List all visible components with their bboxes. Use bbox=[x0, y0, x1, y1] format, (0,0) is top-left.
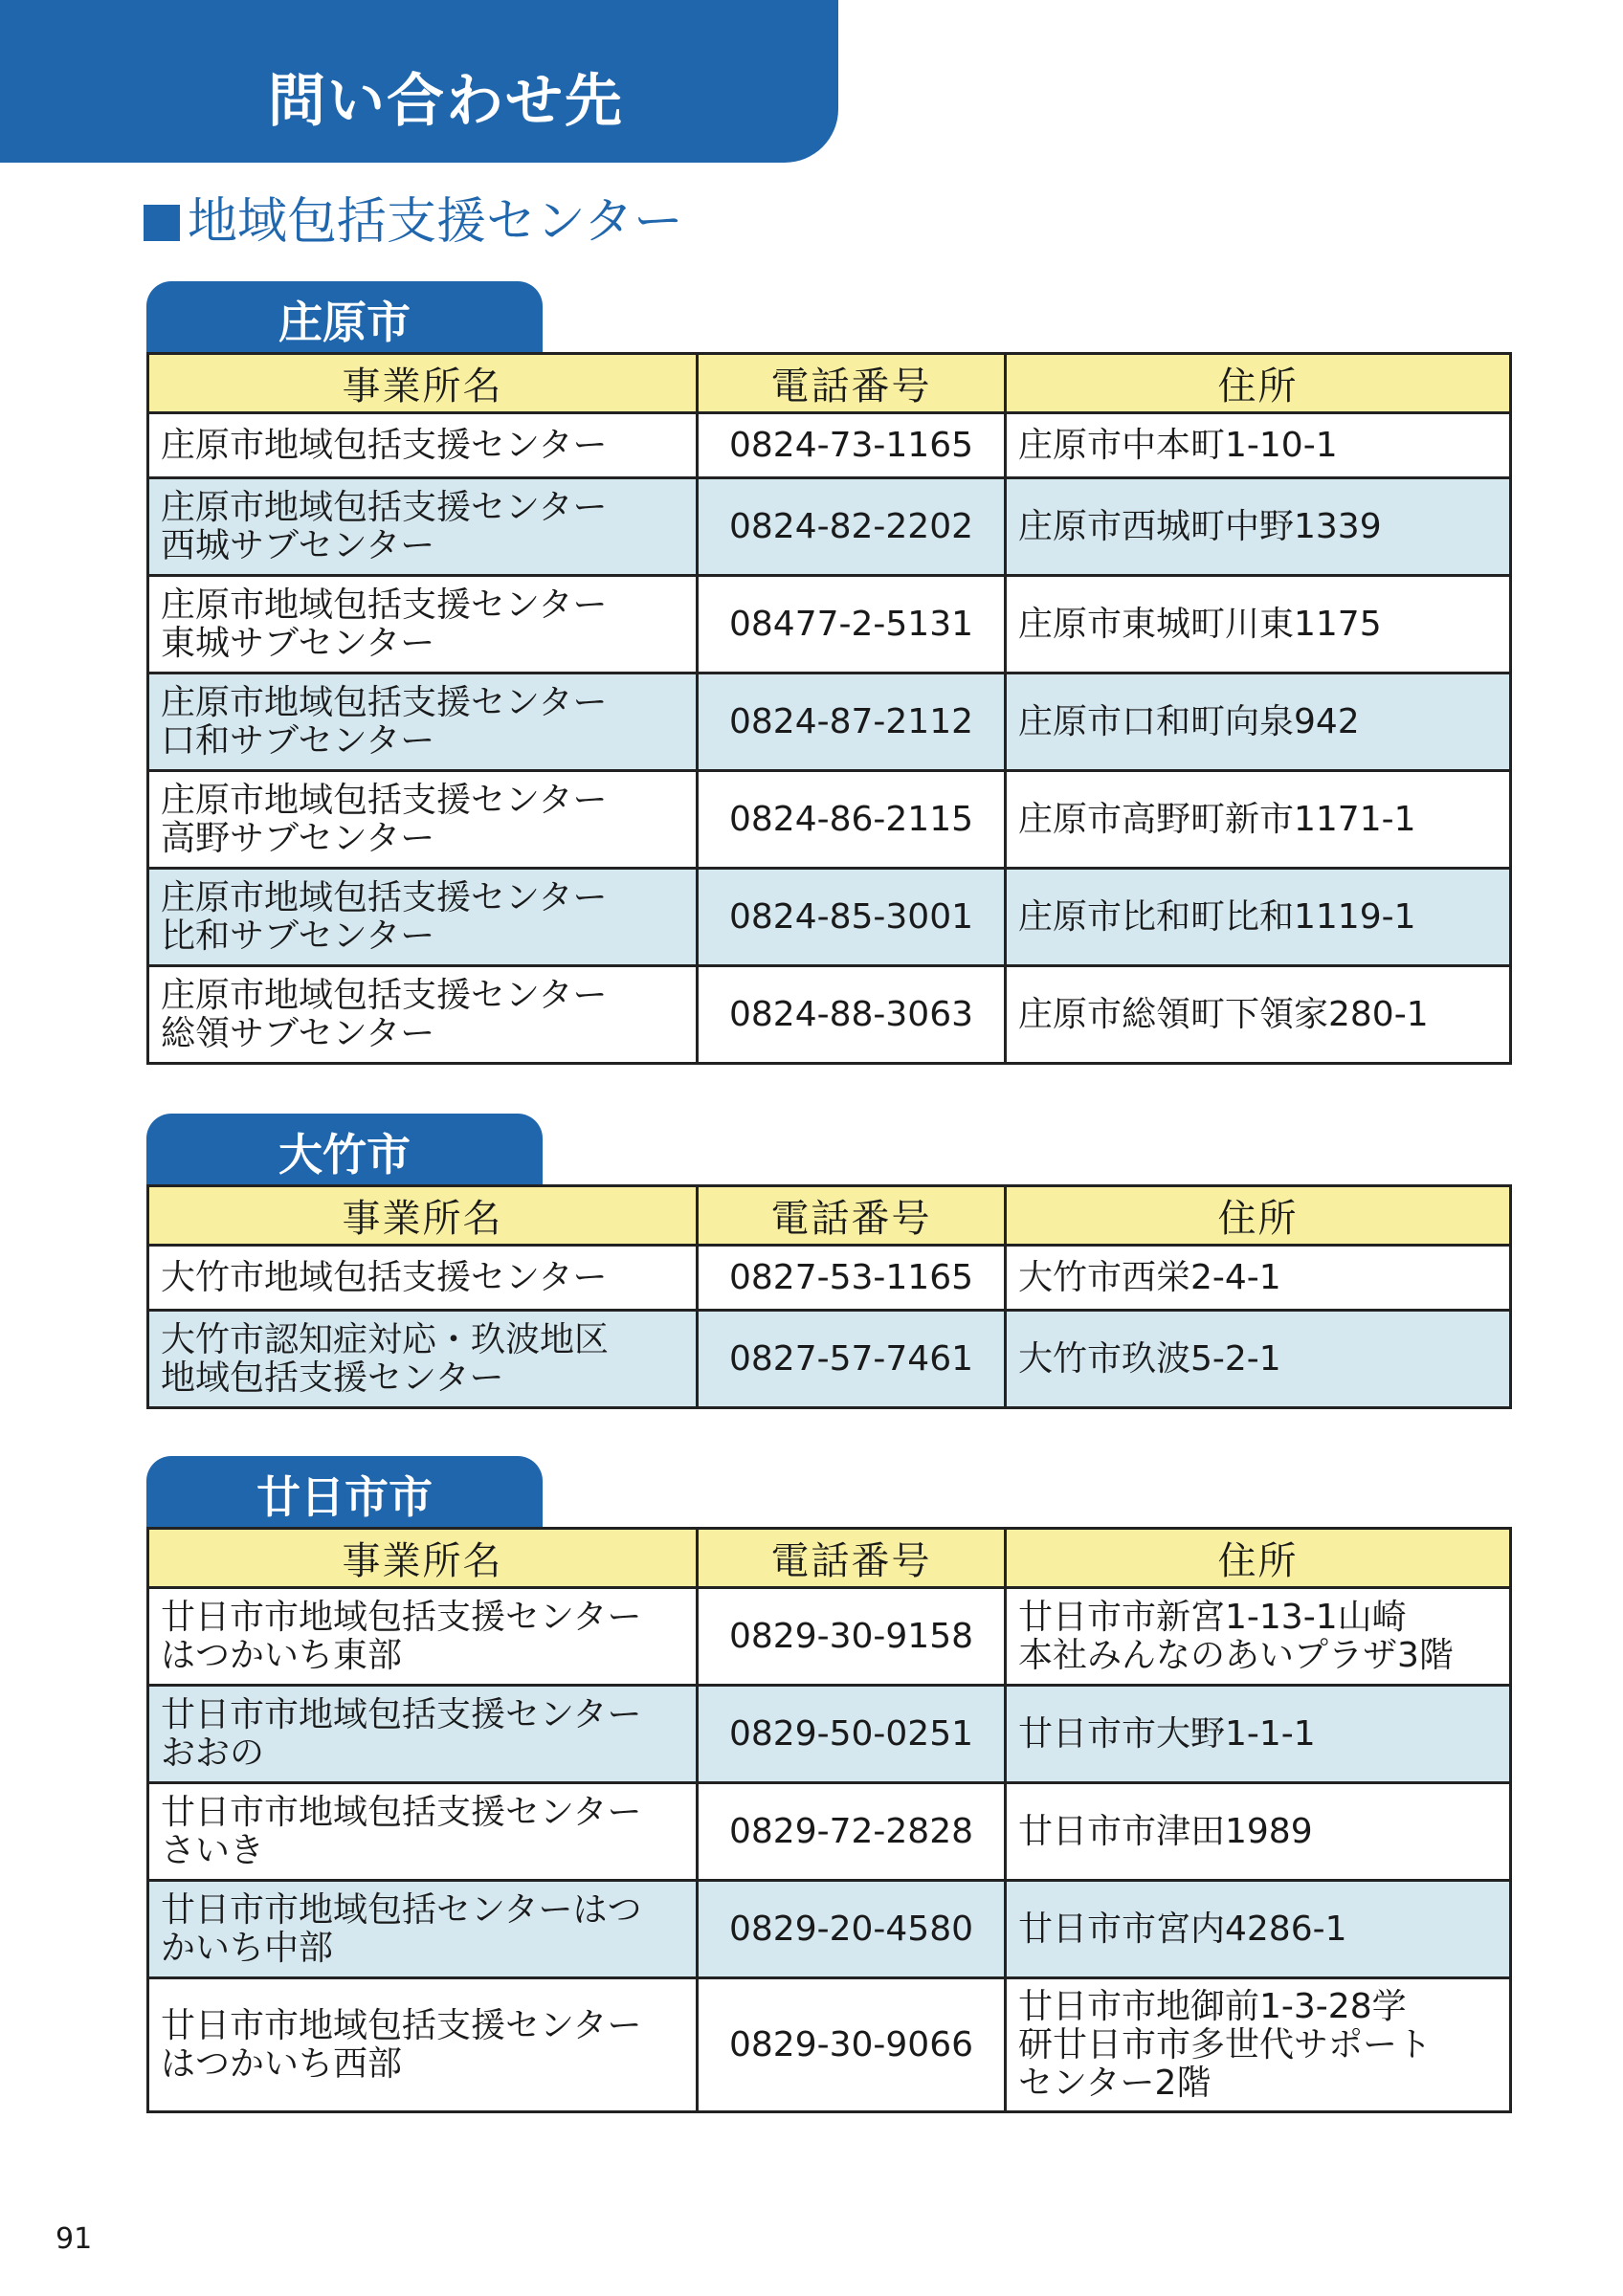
office-name-line: はつかいち西部 bbox=[161, 2043, 403, 2084]
column-header-office: 事業所名 bbox=[148, 1529, 698, 1588]
city-tab: 庄原市 bbox=[146, 281, 543, 354]
address-line: 大竹市玖波5-2-1 bbox=[1018, 1338, 1281, 1379]
address-line: 大竹市西栄2-4-1 bbox=[1018, 1257, 1281, 1297]
column-header-office: 事業所名 bbox=[148, 1186, 698, 1246]
office-name-line: 庄原市地域包括支援センター bbox=[161, 585, 608, 625]
address bbox=[1006, 1588, 1511, 1686]
address-line: 庄原市総領町下領家280-1 bbox=[1018, 994, 1429, 1034]
address bbox=[1006, 869, 1511, 966]
office-name bbox=[148, 413, 698, 478]
column-header-address: 住所 bbox=[1006, 1186, 1511, 1246]
address bbox=[1006, 478, 1511, 576]
table-row bbox=[148, 1881, 1511, 1978]
contact-table bbox=[146, 1184, 1512, 1409]
table-row bbox=[148, 673, 1511, 771]
address bbox=[1006, 413, 1511, 478]
table-header-row bbox=[148, 354, 1511, 413]
page-number: 91 bbox=[56, 2222, 93, 2256]
phone-number: 0829-30-9066 bbox=[698, 1978, 1006, 2112]
city-tab: 大竹市 bbox=[146, 1114, 543, 1186]
office-name bbox=[148, 673, 698, 771]
address-line: 研廿日市市多世代サポート bbox=[1018, 2024, 1433, 2064]
table-header-row bbox=[148, 1529, 1511, 1588]
table-row bbox=[148, 1978, 1511, 2112]
address-line: 廿日市市宮内4286-1 bbox=[1018, 1909, 1347, 1949]
office-name-line: 比和サブセンター bbox=[161, 916, 435, 956]
office-name bbox=[148, 576, 698, 673]
table-row bbox=[148, 966, 1511, 1064]
address-line: 庄原市比和町比和1119-1 bbox=[1018, 896, 1416, 937]
office-name-line: おおの bbox=[161, 1733, 265, 1773]
address bbox=[1006, 966, 1511, 1064]
office-name-line: 廿日市市地域包括支援センター bbox=[161, 1597, 642, 1637]
table-row bbox=[148, 413, 1511, 478]
phone-number: 0824-87-2112 bbox=[698, 673, 1006, 771]
column-header-phone: 電話番号 bbox=[698, 1186, 1006, 1246]
table-row bbox=[148, 1588, 1511, 1686]
office-name-line: 東城サブセンター bbox=[161, 623, 435, 663]
contact-table bbox=[146, 352, 1512, 1065]
office-name-line: はつかいち東部 bbox=[161, 1635, 403, 1675]
office-name-line: 庄原市地域包括支援センター bbox=[161, 682, 608, 722]
column-header-address: 住所 bbox=[1006, 1529, 1511, 1588]
address-line: 廿日市市大野1-1-1 bbox=[1018, 1713, 1316, 1754]
address-line: 廿日市市新宮1-13-1山崎 bbox=[1018, 1597, 1407, 1637]
table-row bbox=[148, 1783, 1511, 1881]
office-name-line: かいち中部 bbox=[161, 1928, 334, 1968]
table-row bbox=[148, 869, 1511, 966]
contact-table bbox=[146, 1527, 1512, 2113]
office-name bbox=[148, 1978, 698, 2112]
office-name-line: 西城サブセンター bbox=[161, 525, 435, 565]
address bbox=[1006, 1246, 1511, 1311]
office-name bbox=[148, 478, 698, 576]
office-name-line: 地域包括支援センター bbox=[161, 1358, 504, 1398]
section-heading bbox=[144, 193, 683, 251]
phone-number: 0824-82-2202 bbox=[698, 478, 1006, 576]
address-line: 廿日市市津田1989 bbox=[1018, 1811, 1313, 1851]
section-heading-text: 地域包括支援センター bbox=[188, 193, 683, 251]
office-name-line: 廿日市市地域包括支援センター bbox=[161, 1792, 642, 1832]
address bbox=[1006, 1311, 1511, 1408]
address-line: 廿日市市地御前1-3-28学 bbox=[1018, 1986, 1407, 2026]
page-title: 問い合わせ先 bbox=[268, 68, 624, 135]
office-name bbox=[148, 771, 698, 869]
office-name bbox=[148, 1311, 698, 1408]
office-name bbox=[148, 966, 698, 1064]
office-name bbox=[148, 869, 698, 966]
table-header-row bbox=[148, 1186, 1511, 1246]
office-name-line: 庄原市地域包括支援センター bbox=[161, 975, 608, 1015]
table-row bbox=[148, 1311, 1511, 1408]
city-tab: 廿日市市 bbox=[146, 1456, 543, 1529]
office-name-line: 廿日市市地域包括支援センター bbox=[161, 2005, 642, 2045]
office-name-line: 総領サブセンター bbox=[161, 1013, 435, 1053]
phone-number: 0824-73-1165 bbox=[698, 413, 1006, 478]
phone-number: 08477-2-5131 bbox=[698, 576, 1006, 673]
address-line: 庄原市東城町川東1175 bbox=[1018, 604, 1382, 644]
address-line: 庄原市西城町中野1339 bbox=[1018, 506, 1382, 546]
office-name-line: 大竹市地域包括支援センター bbox=[161, 1257, 608, 1297]
table-row bbox=[148, 478, 1511, 576]
address bbox=[1006, 1881, 1511, 1978]
phone-number: 0824-85-3001 bbox=[698, 869, 1006, 966]
column-header-address: 住所 bbox=[1006, 354, 1511, 413]
phone-number: 0827-57-7461 bbox=[698, 1311, 1006, 1408]
address bbox=[1006, 1783, 1511, 1881]
address bbox=[1006, 1686, 1511, 1783]
office-name-line: 高野サブセンター bbox=[161, 818, 435, 858]
phone-number: 0829-30-9158 bbox=[698, 1588, 1006, 1686]
office-name bbox=[148, 1881, 698, 1978]
office-name-line: 大竹市認知症対応・玖波地区 bbox=[161, 1319, 610, 1359]
phone-number: 0824-86-2115 bbox=[698, 771, 1006, 869]
office-name-line: 庄原市地域包括支援センター bbox=[161, 487, 608, 527]
office-name-line: 廿日市市地域包括センターはつ bbox=[161, 1889, 642, 1930]
office-name bbox=[148, 1783, 698, 1881]
office-name-line: さいき bbox=[161, 1830, 265, 1870]
office-name-line: 庄原市地域包括支援センター bbox=[161, 877, 608, 917]
table-row bbox=[148, 1246, 1511, 1311]
table-row bbox=[148, 576, 1511, 673]
phone-number: 0827-53-1165 bbox=[698, 1246, 1006, 1311]
office-name bbox=[148, 1588, 698, 1686]
phone-number: 0829-20-4580 bbox=[698, 1881, 1006, 1978]
address-line: 庄原市口和町向泉942 bbox=[1018, 701, 1360, 741]
office-name-line: 庄原市地域包括支援センター bbox=[161, 425, 608, 465]
address bbox=[1006, 1978, 1511, 2112]
address bbox=[1006, 576, 1511, 673]
address bbox=[1006, 673, 1511, 771]
address-line: 本社みんなのあいプラザ3階 bbox=[1018, 1635, 1454, 1675]
column-header-phone: 電話番号 bbox=[698, 1529, 1006, 1588]
address bbox=[1006, 771, 1511, 869]
table-row bbox=[148, 771, 1511, 869]
address-line: 庄原市高野町新市1171-1 bbox=[1018, 799, 1416, 839]
column-header-phone: 電話番号 bbox=[698, 354, 1006, 413]
address-line: センター2階 bbox=[1018, 2063, 1212, 2103]
table-row bbox=[148, 1686, 1511, 1783]
office-name-line: 庄原市地域包括支援センター bbox=[161, 780, 608, 820]
phone-number: 0824-88-3063 bbox=[698, 966, 1006, 1064]
phone-number: 0829-72-2828 bbox=[698, 1783, 1006, 1881]
office-name bbox=[148, 1246, 698, 1311]
column-header-office: 事業所名 bbox=[148, 354, 698, 413]
office-name-line: 口和サブセンター bbox=[161, 720, 435, 761]
office-name-line: 廿日市市地域包括支援センター bbox=[161, 1694, 642, 1734]
square-bullet-icon bbox=[144, 205, 180, 241]
office-name bbox=[148, 1686, 698, 1783]
phone-number: 0829-50-0251 bbox=[698, 1686, 1006, 1783]
address-line: 庄原市中本町1-10-1 bbox=[1018, 425, 1338, 465]
